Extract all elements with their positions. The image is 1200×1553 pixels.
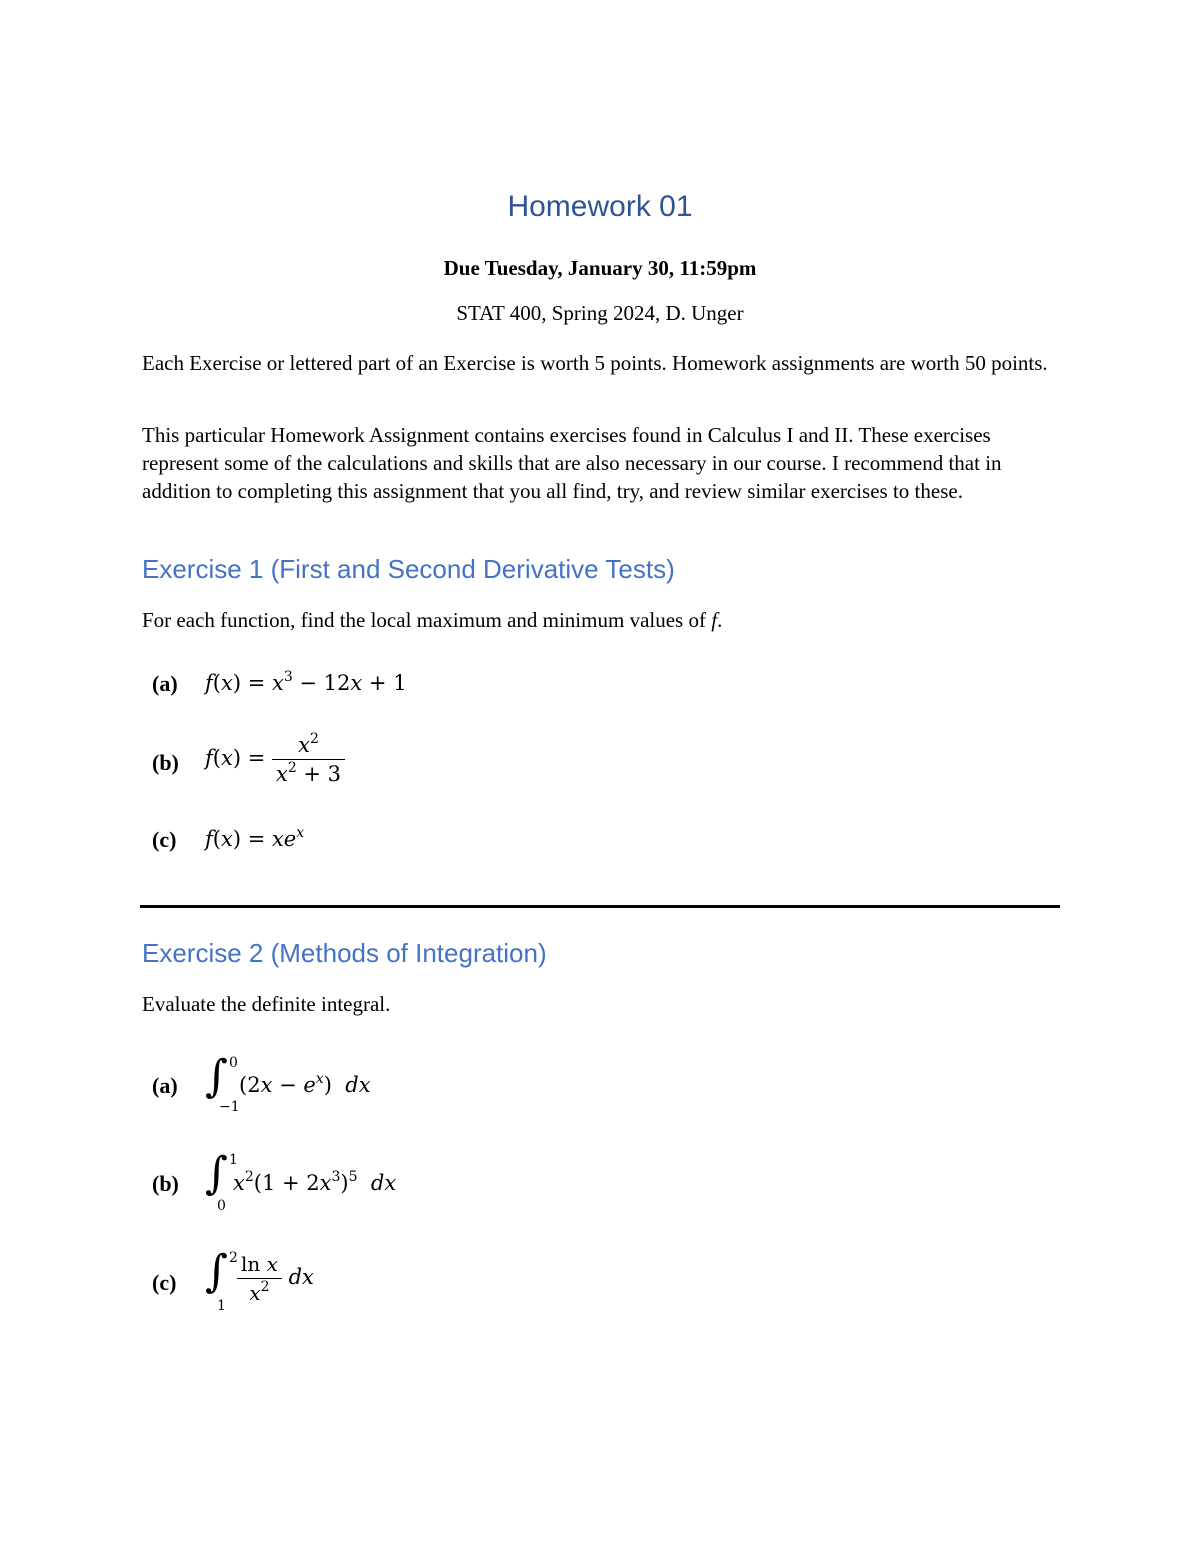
integral-sign: ∫	[205, 1246, 228, 1297]
exercise-2-heading: Exercise 2 (Methods of Integration)	[142, 938, 547, 968]
exercise-1-part-b-label: (b)	[152, 750, 179, 775]
fraction: $\frac{\text{ln x}}{x^2}$	[237, 1252, 282, 1305]
upper-limit: 0	[229, 1055, 238, 1071]
exercise-1-part-a-label: (a)	[152, 671, 178, 696]
integrand: $\frac{\text{ln x}}{x^2}$ dx	[237, 1252, 314, 1305]
upper-limit: 2	[229, 1250, 238, 1266]
exercise-1-instruction: For each function, find the local maximum and minimum values of f.	[142, 608, 723, 632]
integrand: $(2x - e^x)$ dx	[239, 1071, 371, 1097]
course-info: STAT 400, Spring 2024, D. Unger	[456, 301, 744, 325]
fraction: $\frac{x^2}{x^2 + 3}$	[272, 733, 345, 786]
page-title: Homework 01	[507, 190, 693, 223]
integral-sign: ∫	[205, 1148, 228, 1199]
exercise-1-heading: Exercise 1 (First and Second Derivative Tests)	[142, 554, 675, 584]
due-date: Due Tuesday, January 30, 11:59pm	[443, 256, 757, 280]
lower-limit: −1	[219, 1099, 240, 1115]
exercise-1-part-b-expression: f(x) = $\frac{x^2}{x^2 + 3}$	[205, 733, 345, 786]
exercise-2-part-b-integral	[205, 1148, 425, 1216]
points-paragraph: Each Exercise or lettered part of an Exercise is worth 5 points. Homework assignments are worth 50 points.	[142, 351, 1048, 375]
exercise-1-part-a-expression: $f(x) = x^3 - 12x + 1$	[205, 669, 407, 695]
upper-limit: 1	[229, 1152, 238, 1168]
section-divider	[140, 905, 1060, 908]
exercise-2-part-a-label: (a)	[152, 1073, 178, 1098]
description-paragraph: This particular Homework Assignment contains exercises found in Calculus I and II. These exercises represent some of the calculations and skills that are also necessary in our course. I recommend that in addition to completing this assignment that you all find, try, and review similar exercises to these.	[142, 423, 1002, 503]
lower-limit: 0	[217, 1198, 226, 1214]
integrand: $x^2(1 + 2x^3)^5$ dx	[233, 1169, 397, 1195]
exercise-2-part-b-label: (b)	[152, 1171, 179, 1196]
exercise-2-instruction: Evaluate the definite integral.	[142, 992, 391, 1016]
exercise-1-part-c-label: (c)	[152, 827, 177, 852]
exercise-1-part-c-expression: $f(x) = xe^x$	[205, 825, 305, 851]
exercise-2-part-c-integral	[205, 1246, 365, 1316]
exercise-2-part-c-label: (c)	[152, 1270, 177, 1295]
lower-limit: 1	[217, 1298, 226, 1314]
integral-sign: ∫	[205, 1051, 228, 1102]
exercise-2-part-a-integral	[205, 1051, 405, 1115]
